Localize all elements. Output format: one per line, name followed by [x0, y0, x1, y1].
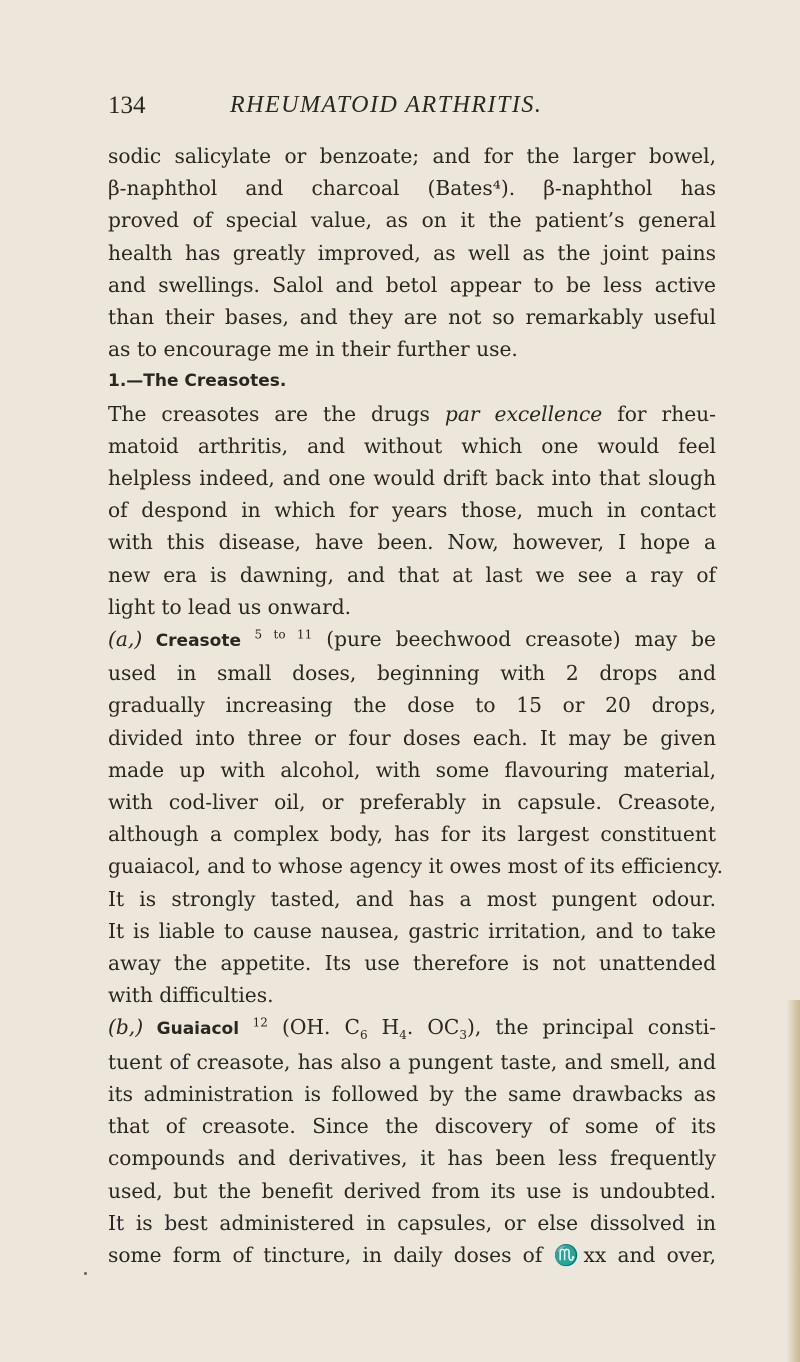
text-line: than their bases, and they are not so remarkably useful	[108, 305, 716, 330]
text-line: It is liable to cause nausea, gastric irritation, and to take	[108, 918, 716, 943]
text-line	[108, 1011, 716, 1045]
text-line: used, but the benefit derived from its use is undoubted.	[108, 1178, 716, 1203]
text-run: ), the principal consti-	[467, 1015, 716, 1040]
text-line: guaiacol, and to whose agency it owes most of its efficiency.	[108, 854, 724, 879]
formula-run: . OC	[406, 1015, 460, 1040]
text-line: with difficulties.	[108, 983, 274, 1008]
text-line: with cod-liver oil, or preferably in capsule. Creasote,	[108, 790, 716, 815]
formula-subscript: 3	[459, 1028, 468, 1043]
text-line	[108, 398, 716, 430]
italic-phrase: par excellence	[444, 401, 603, 426]
formula-run: H	[367, 1015, 400, 1040]
text-line: It is best administered in capsules, or else dissolved in	[108, 1210, 716, 1235]
formula-subscript: 6	[359, 1028, 368, 1043]
text-line: tuent of creasote, has also a pungent taste, and smell, and	[108, 1049, 716, 1074]
item-label: (b,)	[108, 1015, 144, 1040]
formula-subscript: 4	[399, 1028, 407, 1043]
text-line: It is strongly tasted, and has a most pungent odour.	[108, 886, 716, 911]
text-line: sodic salicylate or benzoate; and for the larger bowel,	[108, 144, 716, 168]
text-line: made up with alcohol, with some flavouring material,	[108, 757, 716, 782]
text-line: proved of special value, as on it the patient’s general	[108, 208, 716, 233]
page-edge-shadow	[786, 1000, 800, 1362]
text-line: used in small doses, beginning with 2 drops and	[108, 661, 716, 686]
page-number: 134	[108, 92, 146, 119]
text-line: as to encourage me in their further use.	[108, 337, 518, 362]
text-line: β-naphthol and charcoal (Bates⁴). β-naphthol has	[108, 176, 716, 201]
text-line: gradually increasing the dose to 15 or 20 drops,	[108, 693, 716, 718]
paper-speck	[84, 1272, 87, 1275]
drug-name: Creasote	[142, 631, 255, 652]
page-header	[108, 92, 708, 128]
formula-run: (OH. C	[267, 1015, 360, 1040]
text-line: although a complex body, has for its largest constituent	[108, 822, 716, 847]
drug-name: Guaiacol	[143, 1019, 253, 1040]
text-line: away the appetite. Its use therefore is not unattended	[108, 951, 716, 976]
text-run: The creasotes are the drugs	[108, 401, 445, 426]
text-line: new era is dawning, and that at last we see a ray of	[108, 562, 716, 587]
text-line: light to lead us onward.	[108, 594, 352, 619]
text-line: and swellings. Salol and betol appear to be less active	[108, 272, 716, 297]
text-line: some form of tincture, in daily doses of ♏xx and over,	[108, 1242, 716, 1267]
text-line: matoid arthritis, and without which one would feel	[108, 433, 716, 458]
body-text	[108, 140, 724, 1271]
text-line: with this disease, have been. Now, however, I hope a	[108, 530, 716, 555]
text-line: divided into three or four doses each. It may be given	[108, 725, 716, 750]
text-line: of despond in which for years those, much in contact	[108, 498, 716, 523]
reference-superscript: 12	[252, 1015, 268, 1030]
item-label: (a,)	[108, 627, 143, 652]
running-title: RHEUMATOID ARTHRITIS.	[230, 92, 543, 118]
text-run: for rheu-	[602, 401, 716, 426]
text-line: compounds and derivatives, it has been less frequently	[108, 1146, 716, 1171]
text-line: that of creasote. Since the discovery of some of its	[108, 1114, 716, 1139]
text-line: health has greatly improved, as well as the joint pains	[108, 240, 716, 265]
text-run: (pure beechwood creasote) may be	[312, 627, 716, 652]
text-line	[108, 623, 716, 657]
text-line: helpless indeed, and one would drift back into that slough	[108, 466, 716, 491]
reference-superscript: 5 to 11	[254, 627, 313, 642]
text-line: its administration is followed by the same drawbacks as	[108, 1081, 716, 1106]
section-heading: 1.—The Creasotes.	[108, 371, 287, 392]
